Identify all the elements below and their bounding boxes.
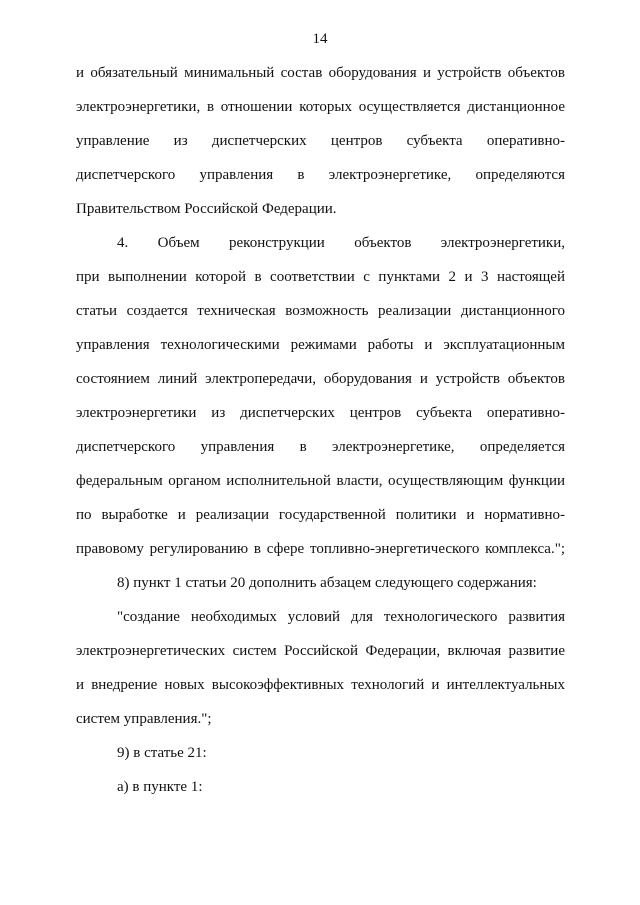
text-line: диспетчерского управления в электроэнергетике, определяются — [76, 167, 565, 183]
text-line: статьи создается техническая возможность реализации дистанционного — [76, 303, 565, 319]
page-number: 14 — [312, 31, 328, 47]
text-line: электроэнергетических систем Российской Федерации, включая развитие — [76, 643, 565, 659]
text-line: диспетчерского управления в электроэнергетике, определяется — [76, 439, 565, 455]
text-line: 9) в статье 21: — [117, 745, 207, 761]
text-line: электроэнергетики из диспетчерских центров субъекта оперативно- — [76, 405, 565, 421]
text-line: и обязательный минимальный состав оборудования и устройств объектов — [76, 65, 565, 81]
text-line: при выполнении которой в соответствии с пунктами 2 и 3 настоящей — [76, 269, 565, 285]
text-line: и внедрение новых высокоэффективных технологий и интеллектуальных — [76, 677, 565, 693]
text-line: Правительством Российской Федерации. — [76, 201, 337, 217]
text-line: "создание необходимых условий для технологического развития — [117, 609, 565, 625]
text-line: а) в пункте 1: — [117, 779, 203, 795]
text-line: управление из диспетчерских центров субъекта оперативно- — [76, 133, 565, 149]
text-line: 8) пункт 1 статьи 20 дополнить абзацем следующего содержания: — [117, 575, 537, 591]
text-line: управления технологическими режимами работы и эксплуатационным — [76, 337, 565, 353]
text-line: правовому регулированию в сфере топливно-энергетического комплекса."; — [76, 541, 565, 557]
text-line: 4. Объем реконструкции объектов электроэнергетики, — [117, 235, 565, 251]
text-line: федеральным органом исполнительной власти, осуществляющим функции — [76, 473, 565, 489]
text-line: систем управления."; — [76, 711, 212, 727]
text-line: электроэнергетики, в отношении которых осуществляется дистанционное — [76, 99, 565, 115]
text-line: состоянием линий электропередачи, оборудования и устройств объектов — [76, 371, 565, 387]
text-line: по выработке и реализации государственной политики и нормативно- — [76, 507, 565, 523]
